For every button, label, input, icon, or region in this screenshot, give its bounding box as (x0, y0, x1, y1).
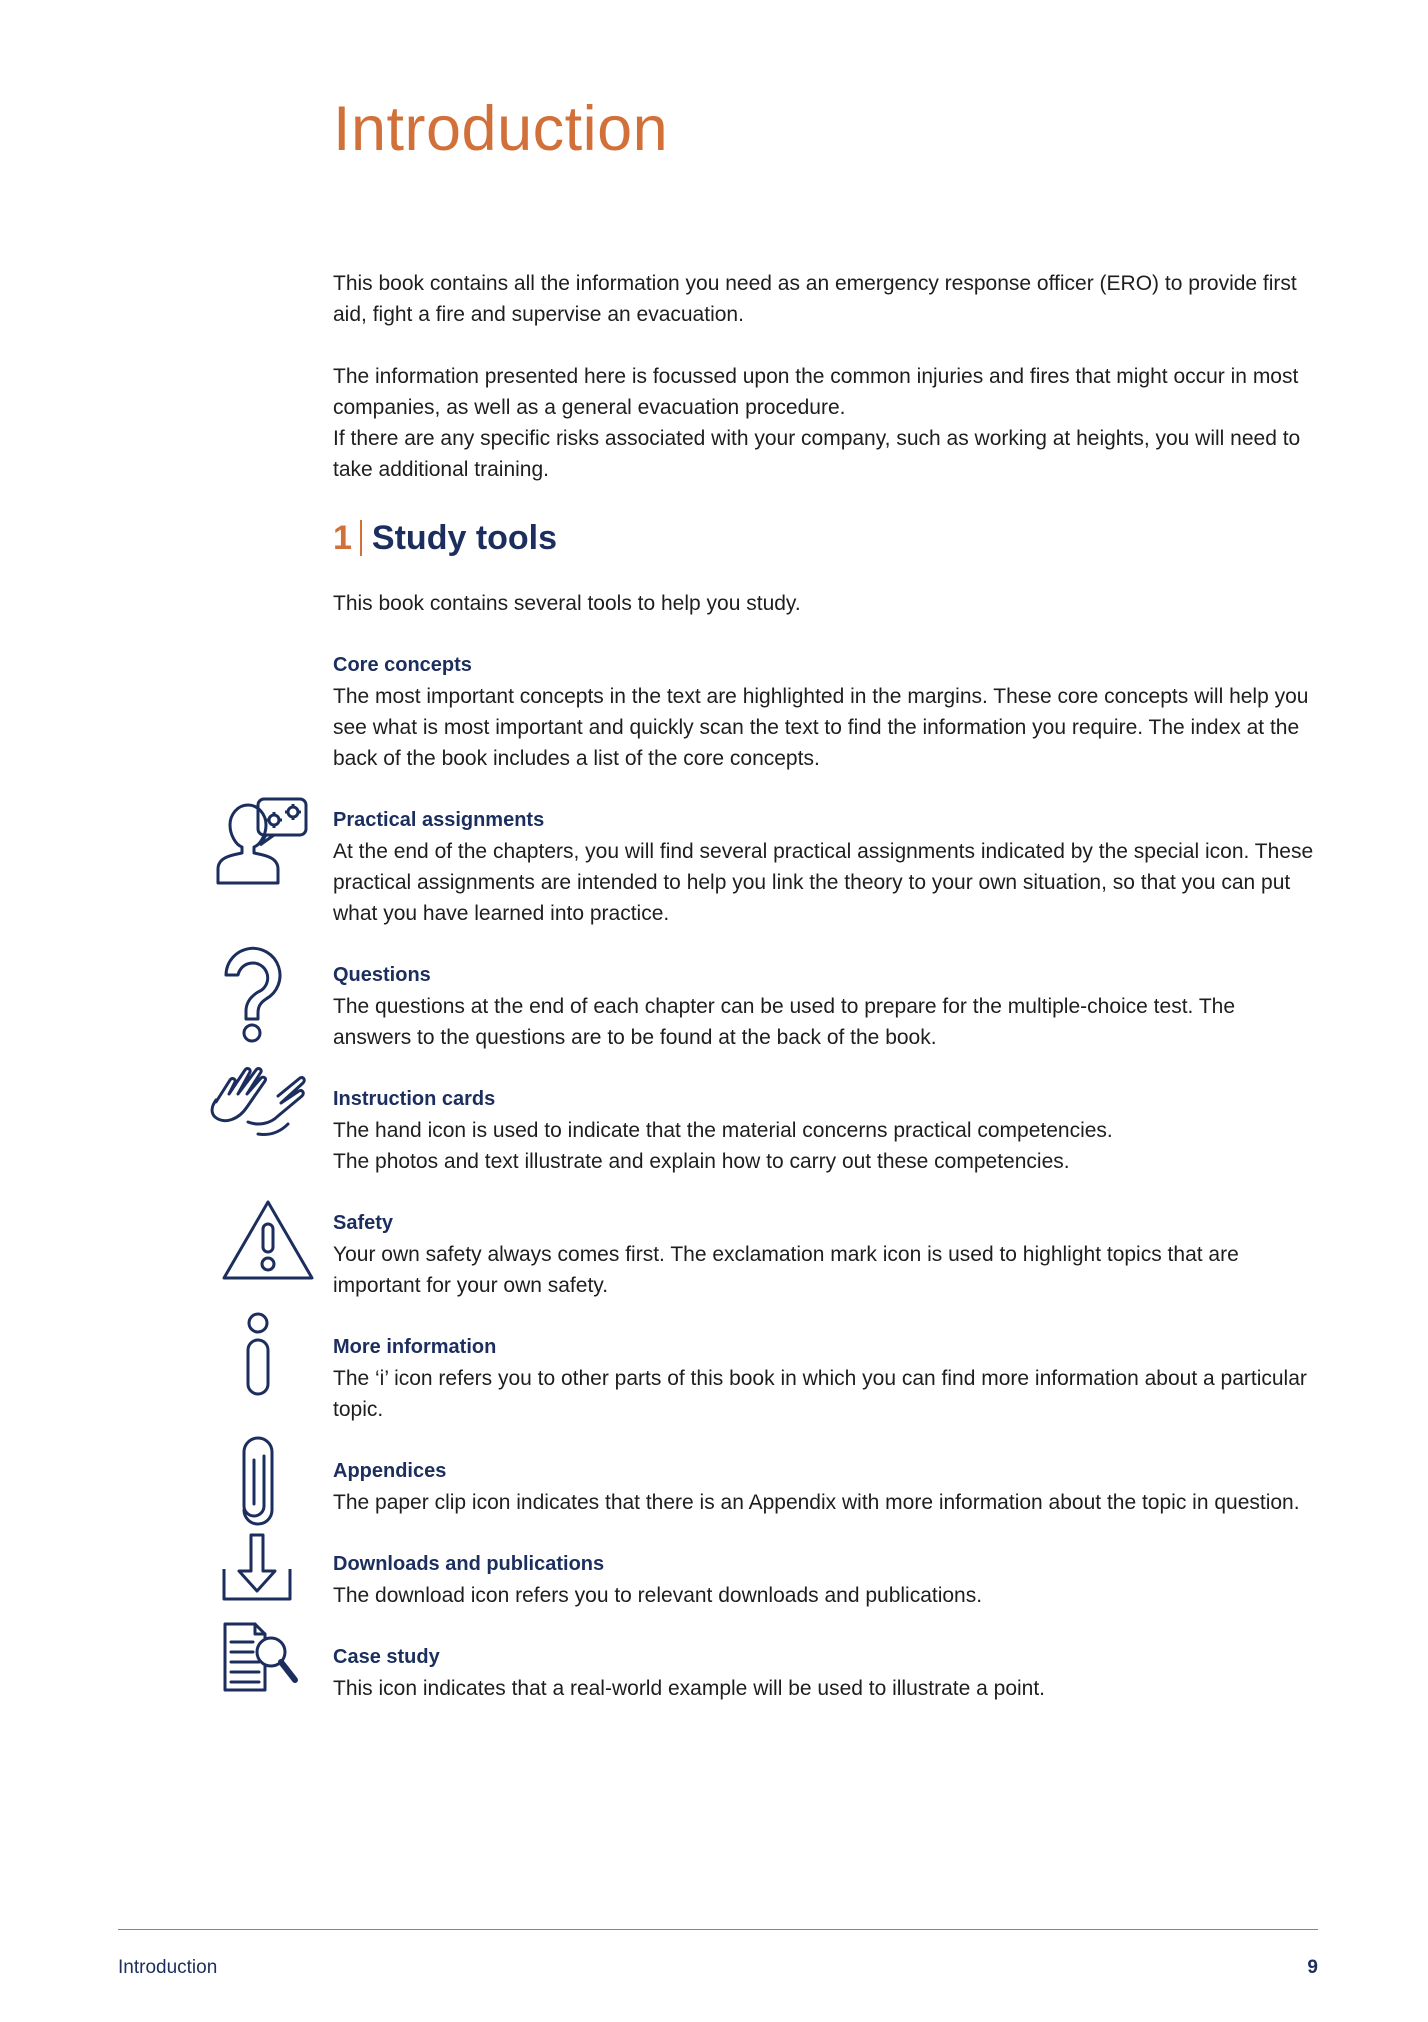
tool-title: Case study (333, 1646, 440, 1668)
tool-title: Downloads and publications (333, 1553, 605, 1575)
section-heading (333, 516, 1318, 560)
document-magnifier-icon (221, 1620, 301, 1695)
tool-text: At the end of the chapters, you will find several practical assignments indicated by the special icon. These practical assignments are intended to help you link the theory to your own situation, so that you can put what you have learned into practice. (333, 840, 1314, 925)
tool-title: Instruction cards (333, 1088, 496, 1110)
tool-downloads-publications (333, 1549, 1318, 1611)
tool-safety (333, 1208, 1318, 1301)
tool-text: The ‘i’ icon refers you to other parts of this book in which you can find more information about a particular topic. (333, 1367, 1307, 1421)
tool-more-information (333, 1332, 1318, 1425)
footer-chapter-label: Introduction (118, 1957, 218, 1978)
question-mark-icon (218, 945, 288, 1045)
intro-paragraph-2: The information presented here is focussed upon the common injuries and fires that might occur in most companies, as well as a general evacuation procedure. (333, 365, 1299, 419)
section-title: Study tools (371, 519, 558, 557)
section-intro: This book contains several tools to help you study. (333, 592, 801, 615)
info-icon (243, 1312, 273, 1397)
tool-title: Core concepts (333, 654, 472, 676)
tool-title: Questions (333, 964, 431, 986)
tool-practical-assignments (333, 805, 1318, 929)
tool-title: Appendices (333, 1460, 447, 1482)
intro-paragraph-3: If there are any specific risks associated with your company, such as working at heights, you will need to take additional training. (333, 427, 1301, 481)
tool-text: The hand icon is used to indicate that the material concerns practical competencies. (333, 1119, 1113, 1142)
person-with-speech-gears-icon (200, 795, 310, 895)
tool-text: The questions at the end of each chapter can be used to prepare for the multiple-choice test. The answers to the questions are to be found at the back of the book. (333, 995, 1236, 1049)
section-number: 1 (333, 519, 352, 557)
tool-questions (333, 960, 1318, 1053)
warning-triangle-icon (221, 1198, 316, 1283)
footer-page-number: 9 (1307, 1957, 1318, 1978)
tool-instruction-cards (333, 1084, 1318, 1177)
download-icon (220, 1529, 295, 1604)
tool-text: This icon indicates that a real-world example will be used to illustrate a point. (333, 1677, 1046, 1700)
hands-icon (208, 1062, 308, 1142)
tool-text: The most important concepts in the text are highlighted in the margins. These core concepts will help you see what is most important and quickly scan the text to find the information you require. The index at the back of the book includes a list of the core concepts. (333, 685, 1309, 770)
tool-text-2: The photos and text illustrate and explain how to carry out these competencies. (333, 1150, 1070, 1173)
tool-case-study (333, 1642, 1318, 1704)
tool-text: The download icon refers you to relevant downloads and publications. (333, 1584, 983, 1607)
main-content (333, 268, 1318, 1735)
tool-text: The paper clip icon indicates that there is an Appendix with more information about the topic in question. (333, 1491, 1300, 1514)
tool-appendices (333, 1456, 1318, 1518)
tool-title: Safety (333, 1212, 394, 1234)
tool-title: More information (333, 1336, 497, 1358)
footer-divider (118, 1929, 1318, 1930)
section-divider (360, 520, 362, 556)
paper-clip-icon (238, 1436, 278, 1526)
tool-text: Your own safety always comes first. The exclamation mark icon is used to highlight topics that are important for your own safety. (333, 1243, 1239, 1297)
page-title: Introduction (333, 94, 669, 164)
tool-core-concepts (333, 650, 1318, 774)
intro-paragraph-1: This book contains all the information you need as an emergency response officer (ERO) to provide first aid, fight a fire and supervise an evacuation. (333, 272, 1297, 326)
tool-title: Practical assignments (333, 809, 545, 831)
